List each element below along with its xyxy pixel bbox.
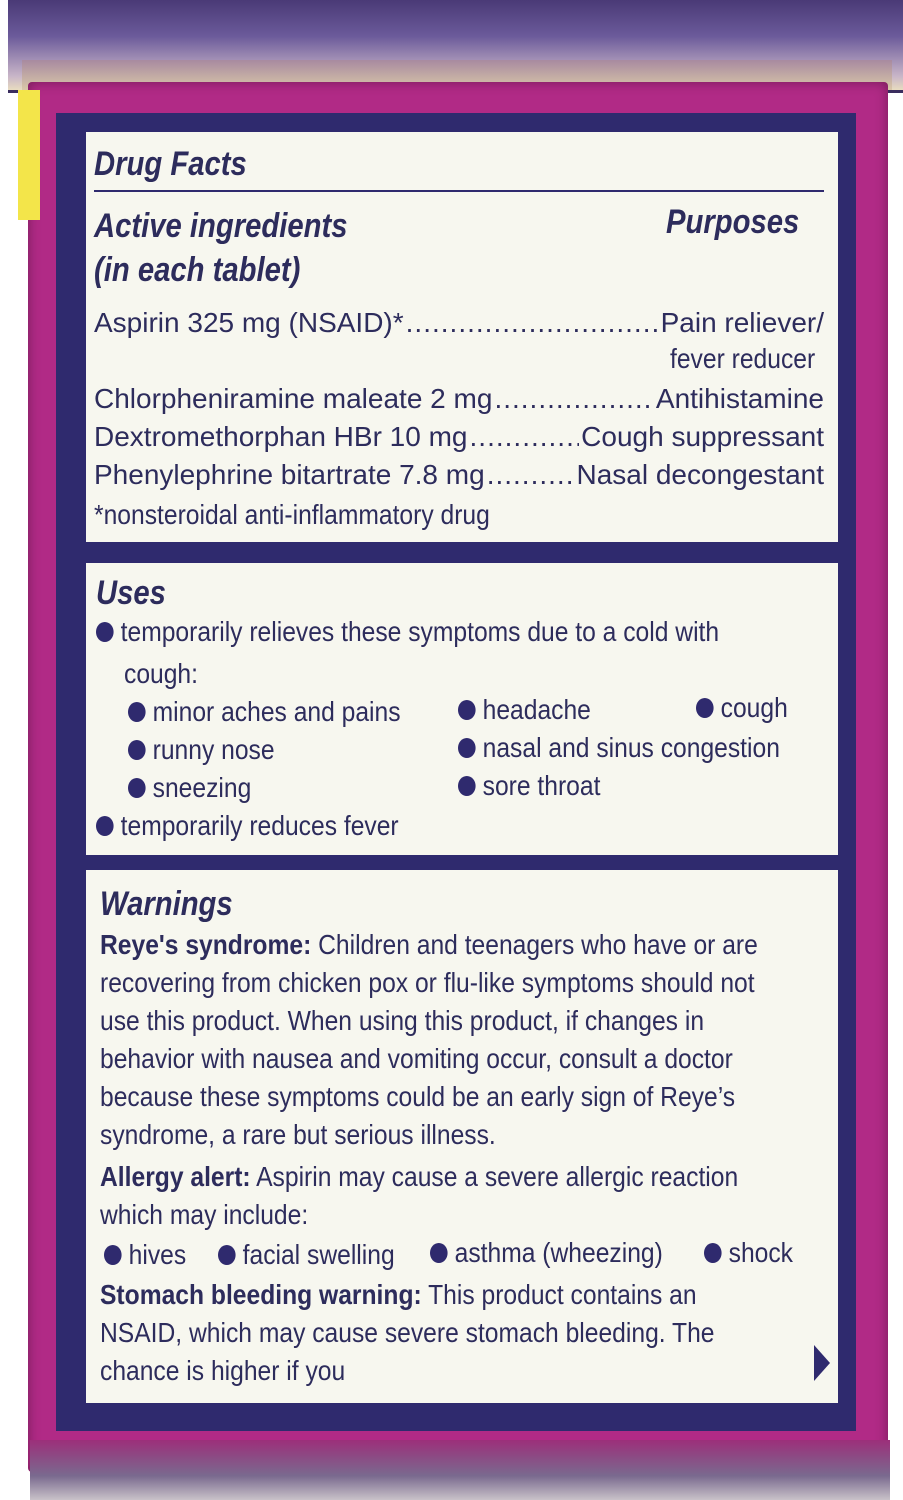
bullet-dot-icon bbox=[704, 1243, 722, 1263]
reye-text: syndrome, a rare but serious illness. bbox=[100, 1119, 496, 1150]
stomach-text: This product contains an bbox=[428, 1279, 697, 1310]
reye-text: behavior with nausea and vomiting occur, consult a doctor bbox=[100, 1043, 733, 1074]
reye-text: Children and teenagers who have or are bbox=[318, 929, 758, 960]
symptom-text: headache bbox=[482, 694, 591, 725]
ingredient-row bbox=[94, 456, 824, 494]
stomach-line bbox=[100, 1276, 697, 1314]
bullet-dot-icon bbox=[128, 778, 146, 798]
bullet-dot-icon bbox=[458, 738, 476, 758]
drug-facts-title: Drug Facts bbox=[94, 145, 247, 183]
bullet-dot-icon bbox=[128, 702, 146, 722]
leader-dots bbox=[406, 304, 659, 342]
symptom-item bbox=[458, 691, 591, 729]
allergy-label: Allergy alert: bbox=[100, 1161, 251, 1192]
allergy-item-text: hives bbox=[128, 1239, 187, 1270]
bullet-dot-icon bbox=[430, 1243, 448, 1263]
bullet-dot-icon bbox=[458, 700, 476, 720]
ingredient-purpose: Nasal decongestant bbox=[576, 459, 824, 490]
allergy-item bbox=[104, 1236, 186, 1274]
symptom-text: sore throat bbox=[482, 770, 601, 801]
symptom-text: minor aches and pains bbox=[152, 696, 401, 727]
bullet-dot-icon bbox=[96, 622, 114, 642]
stomach-text: NSAID, which may cause severe stomach bleeding. The bbox=[100, 1317, 715, 1348]
uses-title: Uses bbox=[96, 574, 166, 612]
leader-dots bbox=[494, 380, 653, 418]
allergy-item-text: asthma (wheezing) bbox=[454, 1237, 663, 1268]
allergy-text: which may include: bbox=[100, 1199, 309, 1230]
allergy-item bbox=[704, 1234, 793, 1272]
title-rule bbox=[94, 190, 824, 192]
uses-item bbox=[96, 807, 399, 845]
warnings-panel bbox=[86, 870, 838, 1403]
allergy-item-text: facial swelling bbox=[242, 1239, 395, 1270]
allergy-item bbox=[430, 1234, 663, 1272]
symptom-item bbox=[696, 689, 788, 727]
bullet-dot-icon bbox=[104, 1245, 122, 1265]
stomach-label: Stomach bleeding warning: bbox=[100, 1279, 422, 1310]
uses-item bbox=[96, 613, 719, 651]
reye-text: recovering from chicken pox or flu-like symptoms should not bbox=[100, 967, 755, 998]
symptom-item bbox=[128, 731, 275, 769]
nsaid-footnote: *nonsteroidal anti-inflammatory drug bbox=[94, 499, 490, 530]
ingredient-name: Dextromethorphan HBr 10 mg bbox=[94, 421, 468, 452]
symptom-text: nasal and sinus congestion bbox=[482, 732, 780, 763]
uses-item-text: temporarily relieves these symptoms due to a cold with bbox=[120, 616, 720, 647]
uses-item-text: temporarily reduces fever bbox=[120, 810, 399, 841]
allergy-item bbox=[218, 1236, 395, 1274]
reye-text: because these symptoms could be an early sign of Reye’s bbox=[100, 1081, 736, 1112]
uses-item-cont: cough: bbox=[124, 658, 198, 689]
bullet-dot-icon bbox=[128, 740, 146, 760]
allergy-item-text: shock bbox=[728, 1237, 794, 1268]
uses-panel bbox=[86, 563, 838, 855]
bullet-dot-icon bbox=[696, 698, 714, 718]
reye-label: Reye's syndrome: bbox=[100, 929, 312, 960]
leader-dots bbox=[487, 456, 575, 494]
symptom-text: sneezing bbox=[152, 772, 252, 803]
active-ingredients-panel bbox=[86, 132, 838, 542]
ingredient-purpose-cont: fever reducer bbox=[670, 343, 816, 374]
allergy-text: Aspirin may cause a severe allergic reaction bbox=[256, 1161, 739, 1192]
stomach-text: chance is higher if you bbox=[100, 1355, 346, 1386]
ingredient-row bbox=[94, 304, 824, 342]
bullet-dot-icon bbox=[458, 776, 476, 796]
active-ingredients-subheader: (in each tablet) bbox=[94, 251, 301, 289]
ingredient-purpose: Cough suppressant bbox=[581, 421, 824, 452]
reye-line bbox=[100, 926, 758, 964]
ingredient-name: Aspirin 325 mg (NSAID)* bbox=[94, 307, 404, 338]
ingredient-name: Chlorpheniramine maleate 2 mg bbox=[94, 383, 493, 414]
leader-dots bbox=[470, 418, 580, 456]
ingredient-row bbox=[94, 418, 824, 456]
allergy-line bbox=[100, 1158, 738, 1196]
symptom-text: cough bbox=[720, 692, 788, 723]
warnings-title: Warnings bbox=[100, 885, 233, 923]
bullet-dot-icon bbox=[218, 1245, 236, 1265]
purposes-header: Purposes bbox=[666, 203, 800, 241]
symptom-item bbox=[458, 729, 780, 767]
ingredient-purpose: Pain reliever/ bbox=[660, 307, 824, 338]
ingredient-purpose: Antihistamine bbox=[655, 383, 824, 414]
box-side-stripe bbox=[18, 90, 40, 220]
symptom-item bbox=[128, 693, 401, 731]
symptom-item bbox=[458, 767, 600, 805]
bullet-dot-icon bbox=[96, 816, 114, 836]
reye-text: use this product. When using this product, if changes in bbox=[100, 1005, 705, 1036]
symptom-item bbox=[128, 769, 251, 807]
arrow-right-icon bbox=[814, 1345, 830, 1381]
symptom-text: runny nose bbox=[152, 734, 275, 765]
box-bottom-edge bbox=[30, 1440, 890, 1500]
active-ingredients-header: Active ingredients bbox=[94, 207, 348, 245]
ingredient-name: Phenylephrine bitartrate 7.8 mg bbox=[94, 459, 485, 490]
ingredient-row bbox=[94, 380, 824, 418]
